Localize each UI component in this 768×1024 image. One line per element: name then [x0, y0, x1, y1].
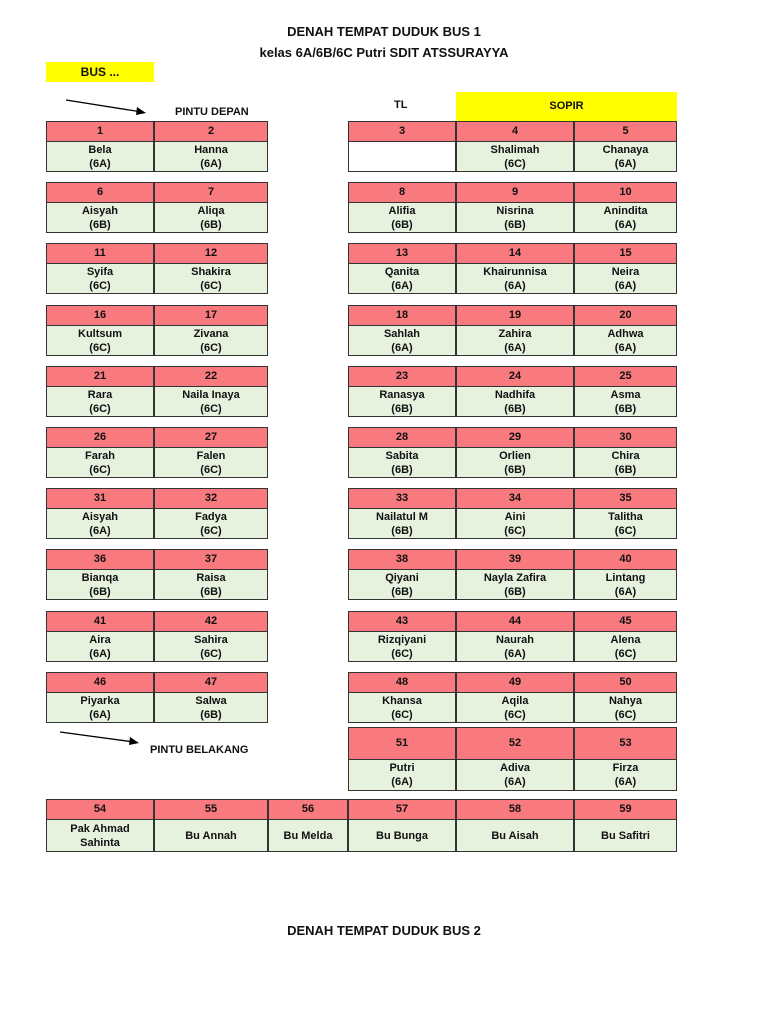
occupant-name: Firza [612, 762, 639, 774]
seat-number: 8 [348, 182, 456, 203]
occupant-class: (6B) [200, 218, 222, 231]
seat-occupant [456, 325, 574, 356]
occupant-class: (6C) [89, 279, 111, 292]
occupant-name: Chanaya [602, 143, 649, 156]
seat-occupant [456, 141, 574, 172]
bus2-title: DENAH TEMPAT DUDUK BUS 2 [287, 923, 481, 938]
seat-number: 49 [456, 672, 574, 693]
page-title: DENAH TEMPAT DUDUK BUS 1 [287, 24, 481, 39]
bus-label: BUS ... [46, 62, 154, 82]
seat-occupant [456, 386, 574, 417]
seat-number: 59 [574, 799, 677, 820]
seat-occupant [348, 631, 456, 662]
seat-number: 6 [46, 182, 154, 203]
occupant-name: Hanna [194, 143, 228, 156]
occupant-name: Zahira [498, 327, 532, 340]
occupant-class: (6C) [89, 402, 111, 415]
seat-number: 32 [154, 488, 268, 509]
seat-occupant [154, 819, 268, 852]
occupant-class: (6B) [89, 585, 111, 598]
seat-number: 3 [348, 121, 456, 142]
occupant-class: (6B) [200, 585, 222, 598]
seat-number: 42 [154, 611, 268, 632]
seat-occupant [154, 692, 268, 723]
seat-number: 47 [154, 672, 268, 693]
occupant-class: (6C) [614, 524, 637, 537]
occupant-class: (6A) [504, 341, 526, 354]
occupant-name: Sabita [385, 449, 419, 462]
occupant-name: Aisyah [81, 510, 119, 523]
seat-occupant [154, 386, 268, 417]
occupant-name: Sahlah [383, 327, 421, 340]
seat-number: 14 [456, 243, 574, 264]
occupant-class: (6C) [614, 708, 637, 721]
seat-occupant [46, 569, 154, 600]
seat-occupant [348, 692, 456, 723]
seat-occupant [348, 141, 456, 172]
seat-occupant [154, 631, 268, 662]
seat-number: 44 [456, 611, 574, 632]
occupant-class: (6C) [89, 463, 111, 476]
seat-number: 23 [348, 366, 456, 387]
seat-occupant [154, 508, 268, 539]
seat-number: 33 [348, 488, 456, 509]
occupant-name: Neira [611, 265, 640, 278]
occupant-name: Ranasya [379, 388, 425, 401]
seat-occupant [574, 141, 677, 172]
seat-occupant [46, 692, 154, 723]
seat-occupant [46, 141, 154, 172]
occupant-name: Aqila [501, 694, 529, 707]
occupant-name: Lintang [605, 571, 646, 584]
seat-occupant [46, 631, 154, 662]
occupant-class: (6C) [200, 647, 222, 660]
occupant-name: Orlien [499, 449, 531, 462]
seat-number: 1 [46, 121, 154, 142]
occupant-class: (6B) [391, 585, 413, 598]
seat-occupant [456, 631, 574, 662]
seat-occupant [154, 447, 268, 478]
occupant-class: (6A) [614, 776, 637, 788]
seat-number: 53 [574, 727, 677, 760]
occupant-class: (6A) [504, 776, 526, 788]
seat-occupant [574, 631, 677, 662]
occupant-name: Pak Ahmad [70, 822, 130, 835]
front-door-label: PINTU DEPAN [175, 106, 249, 118]
occupant-name: Putri [389, 762, 415, 774]
seat-number: 25 [574, 366, 677, 387]
occupant-class: (6C) [200, 341, 222, 354]
seat-occupant [46, 325, 154, 356]
occupant-name: Aisyah [81, 204, 119, 217]
seat-occupant [348, 819, 456, 852]
occupant-class: (6B) [200, 708, 222, 721]
occupant-class: (6B) [391, 218, 413, 231]
seat-number: 34 [456, 488, 574, 509]
seat-number: 24 [456, 366, 574, 387]
seat-occupant [574, 447, 677, 478]
seat-number: 18 [348, 305, 456, 326]
occupant-name: Nahya [608, 694, 643, 707]
occupant-name: Rizqiyani [377, 633, 427, 646]
occupant-class: (6A) [200, 157, 222, 170]
occupant-class: (6A) [89, 524, 111, 537]
page-subtitle: kelas 6A/6B/6C Putri SDIT ATSSURAYYA [259, 45, 509, 60]
occupant-name: Nisrina [496, 204, 534, 217]
seat-number: 10 [574, 182, 677, 203]
occupant-class: (6B) [504, 585, 526, 598]
occupant-class: (6A) [89, 708, 111, 721]
occupant-name: Shakira [191, 265, 231, 278]
seat-occupant [456, 202, 574, 233]
occupant-name: Aira [89, 633, 111, 646]
occupant-class: (6B) [614, 463, 637, 476]
seat-number: 43 [348, 611, 456, 632]
occupant-name: Piyarka [80, 694, 120, 707]
seat-occupant [46, 508, 154, 539]
occupant-name: Qiyani [385, 571, 419, 584]
occupant-class: (6A) [391, 341, 413, 354]
occupant-name: Talitha [608, 510, 643, 523]
seat-occupant [348, 386, 456, 417]
occupant-class: (6B) [504, 402, 526, 415]
seat-number: 40 [574, 549, 677, 570]
occupant-class: (6A) [614, 585, 637, 598]
seat-number: 7 [154, 182, 268, 203]
seat-occupant [348, 508, 456, 539]
front-door-arrow-icon [60, 96, 152, 118]
occupant-class: (6A) [89, 157, 111, 170]
occupant-name: Bu Melda [283, 829, 333, 842]
seat-number: 27 [154, 427, 268, 448]
seat-occupant [574, 819, 677, 852]
seat-occupant [456, 263, 574, 294]
seat-occupant [456, 819, 574, 852]
occupant-class: (6A) [504, 279, 526, 292]
occupant-name: Naurah [496, 633, 534, 646]
occupant-name: Salwa [195, 694, 227, 707]
occupant-name: Alifia [388, 204, 416, 217]
occupant-class: (6A) [391, 776, 413, 788]
seat-number: 12 [154, 243, 268, 264]
seat-occupant [348, 569, 456, 600]
seat-occupant [574, 263, 677, 294]
occupant-name: Alena [610, 633, 641, 646]
seat-number: 31 [46, 488, 154, 509]
seat-number: 30 [574, 427, 677, 448]
seat-number: 20 [574, 305, 677, 326]
occupant-class: (6C) [391, 647, 413, 660]
seat-number: 48 [348, 672, 456, 693]
seat-number: 9 [456, 182, 574, 203]
seat-number: 17 [154, 305, 268, 326]
seat-occupant [154, 325, 268, 356]
seat-occupant [348, 202, 456, 233]
occupant-class: (6B) [89, 218, 111, 231]
occupant-name: Nadhifa [494, 388, 536, 401]
occupant-name: Fadya [195, 510, 227, 523]
occupant-class: (6C) [504, 157, 526, 170]
seat-number: 36 [46, 549, 154, 570]
occupant-class: (6B) [391, 524, 413, 537]
seat-number: 51 [348, 727, 456, 760]
occupant-name: Khairunnisa [483, 265, 547, 278]
seat-occupant [574, 508, 677, 539]
seat-occupant [46, 819, 154, 852]
occupant-class: (6A) [89, 647, 111, 660]
seat-occupant [348, 325, 456, 356]
occupant-class: (6B) [614, 402, 637, 415]
occupant-name: Asma [610, 388, 641, 401]
seat-number: 50 [574, 672, 677, 693]
occupant-name: Adiva [500, 762, 530, 774]
seat-number: 4 [456, 121, 574, 142]
occupant-class: (6B) [391, 402, 413, 415]
seat-number: 26 [46, 427, 154, 448]
occupant-name: Farah [85, 449, 115, 462]
occupant-name: Aini [504, 510, 526, 523]
occupant-name: Falen [196, 449, 226, 462]
seat-occupant [46, 447, 154, 478]
occupant-class: (6A) [614, 157, 637, 170]
seat-occupant [46, 202, 154, 233]
seat-number: 38 [348, 549, 456, 570]
seat-occupant [348, 447, 456, 478]
occupant-class: (6B) [391, 463, 413, 476]
occupant-name: Khansa [382, 694, 422, 707]
occupant-name: Zivana [193, 327, 229, 340]
seat-number: 11 [46, 243, 154, 264]
seat-occupant [348, 263, 456, 294]
seat-number: 56 [268, 799, 348, 820]
occupant-name: Bela [88, 143, 112, 156]
seat-occupant [46, 386, 154, 417]
seat-number: 39 [456, 549, 574, 570]
seat-occupant [574, 692, 677, 723]
seat-number: 37 [154, 549, 268, 570]
occupant-class: (6A) [614, 218, 637, 231]
occupant-name: Shalimah [490, 143, 540, 156]
occupant-class: (6A) [614, 341, 637, 354]
occupant-class: (6A) [504, 647, 526, 660]
seat-occupant [574, 569, 677, 600]
occupant-name: Chira [611, 449, 640, 462]
occupant-class: (6B) [504, 218, 526, 231]
occupant-class: (6C) [504, 708, 526, 721]
seat-occupant [456, 508, 574, 539]
occupant-class: (6C) [200, 279, 222, 292]
occupant-name: Aliqa [197, 204, 225, 217]
occupant-class: (6A) [614, 279, 637, 292]
seat-number: 54 [46, 799, 154, 820]
seat-occupant [574, 386, 677, 417]
occupant-name: Kultsum [78, 327, 122, 340]
seat-number: 19 [456, 305, 574, 326]
seat-number: 52 [456, 727, 574, 760]
occupant-class: (6C) [200, 402, 222, 415]
seat-number: 41 [46, 611, 154, 632]
occupant-name: Anindita [603, 204, 648, 217]
occupant-name: Naila Inaya [182, 388, 240, 401]
occupant-class: (6C) [200, 463, 222, 476]
seat-occupant [154, 141, 268, 172]
occupant-name: Adhwa [607, 327, 644, 340]
seat-occupant [456, 759, 574, 791]
seat-occupant [154, 569, 268, 600]
seat-occupant [154, 202, 268, 233]
occupant-name: Bu Aisah [491, 829, 539, 842]
seat-number: 35 [574, 488, 677, 509]
seat-occupant [456, 569, 574, 600]
occupant-name: Raisa [196, 571, 226, 584]
seat-number: 22 [154, 366, 268, 387]
occupant-name: Syifa [86, 265, 114, 278]
occupant-name: Bu Bunga [376, 829, 428, 842]
occupant-name: Bu Annah [185, 829, 237, 842]
occupant-name: Bianqa [81, 571, 119, 584]
seat-occupant [154, 263, 268, 294]
tl-label: TL [394, 99, 408, 111]
seat-number: 58 [456, 799, 574, 820]
occupant-class: (6C) [504, 524, 526, 537]
occupant-name: Qanita [384, 265, 420, 278]
occupant-class: (6C) [89, 341, 111, 354]
occupant-class: (6A) [391, 279, 413, 292]
seat-occupant [348, 759, 456, 791]
seat-number: 29 [456, 427, 574, 448]
occupant-name: Nayla Zafira [483, 571, 547, 584]
seat-number: 13 [348, 243, 456, 264]
seat-number: 15 [574, 243, 677, 264]
seat-occupant [456, 692, 574, 723]
occupant-class: Sahinta [80, 836, 120, 849]
occupant-name: Nailatul M [376, 510, 428, 523]
occupant-class: (6C) [200, 524, 222, 537]
seat-occupant [574, 202, 677, 233]
seat-occupant [574, 325, 677, 356]
seat-number: 2 [154, 121, 268, 142]
seat-occupant [268, 819, 348, 852]
occupant-class: (6C) [391, 708, 413, 721]
seat-number: 46 [46, 672, 154, 693]
back-door-label: PINTU BELAKANG [150, 744, 249, 756]
seat-occupant [574, 759, 677, 791]
seat-number: 57 [348, 799, 456, 820]
driver-seat: SOPIR [456, 92, 677, 121]
occupant-class: (6B) [504, 463, 526, 476]
seat-occupant [456, 447, 574, 478]
seat-number: 21 [46, 366, 154, 387]
occupant-name: Bu Safitri [601, 829, 650, 842]
seat-number: 28 [348, 427, 456, 448]
occupant-class: (6C) [614, 647, 637, 660]
seat-number: 5 [574, 121, 677, 142]
occupant-name: Sahira [194, 633, 228, 646]
seat-occupant [46, 263, 154, 294]
occupant-name: Rara [87, 388, 113, 401]
seat-number: 16 [46, 305, 154, 326]
seat-number: 45 [574, 611, 677, 632]
seat-number: 55 [154, 799, 268, 820]
back-door-arrow-icon [56, 727, 144, 749]
